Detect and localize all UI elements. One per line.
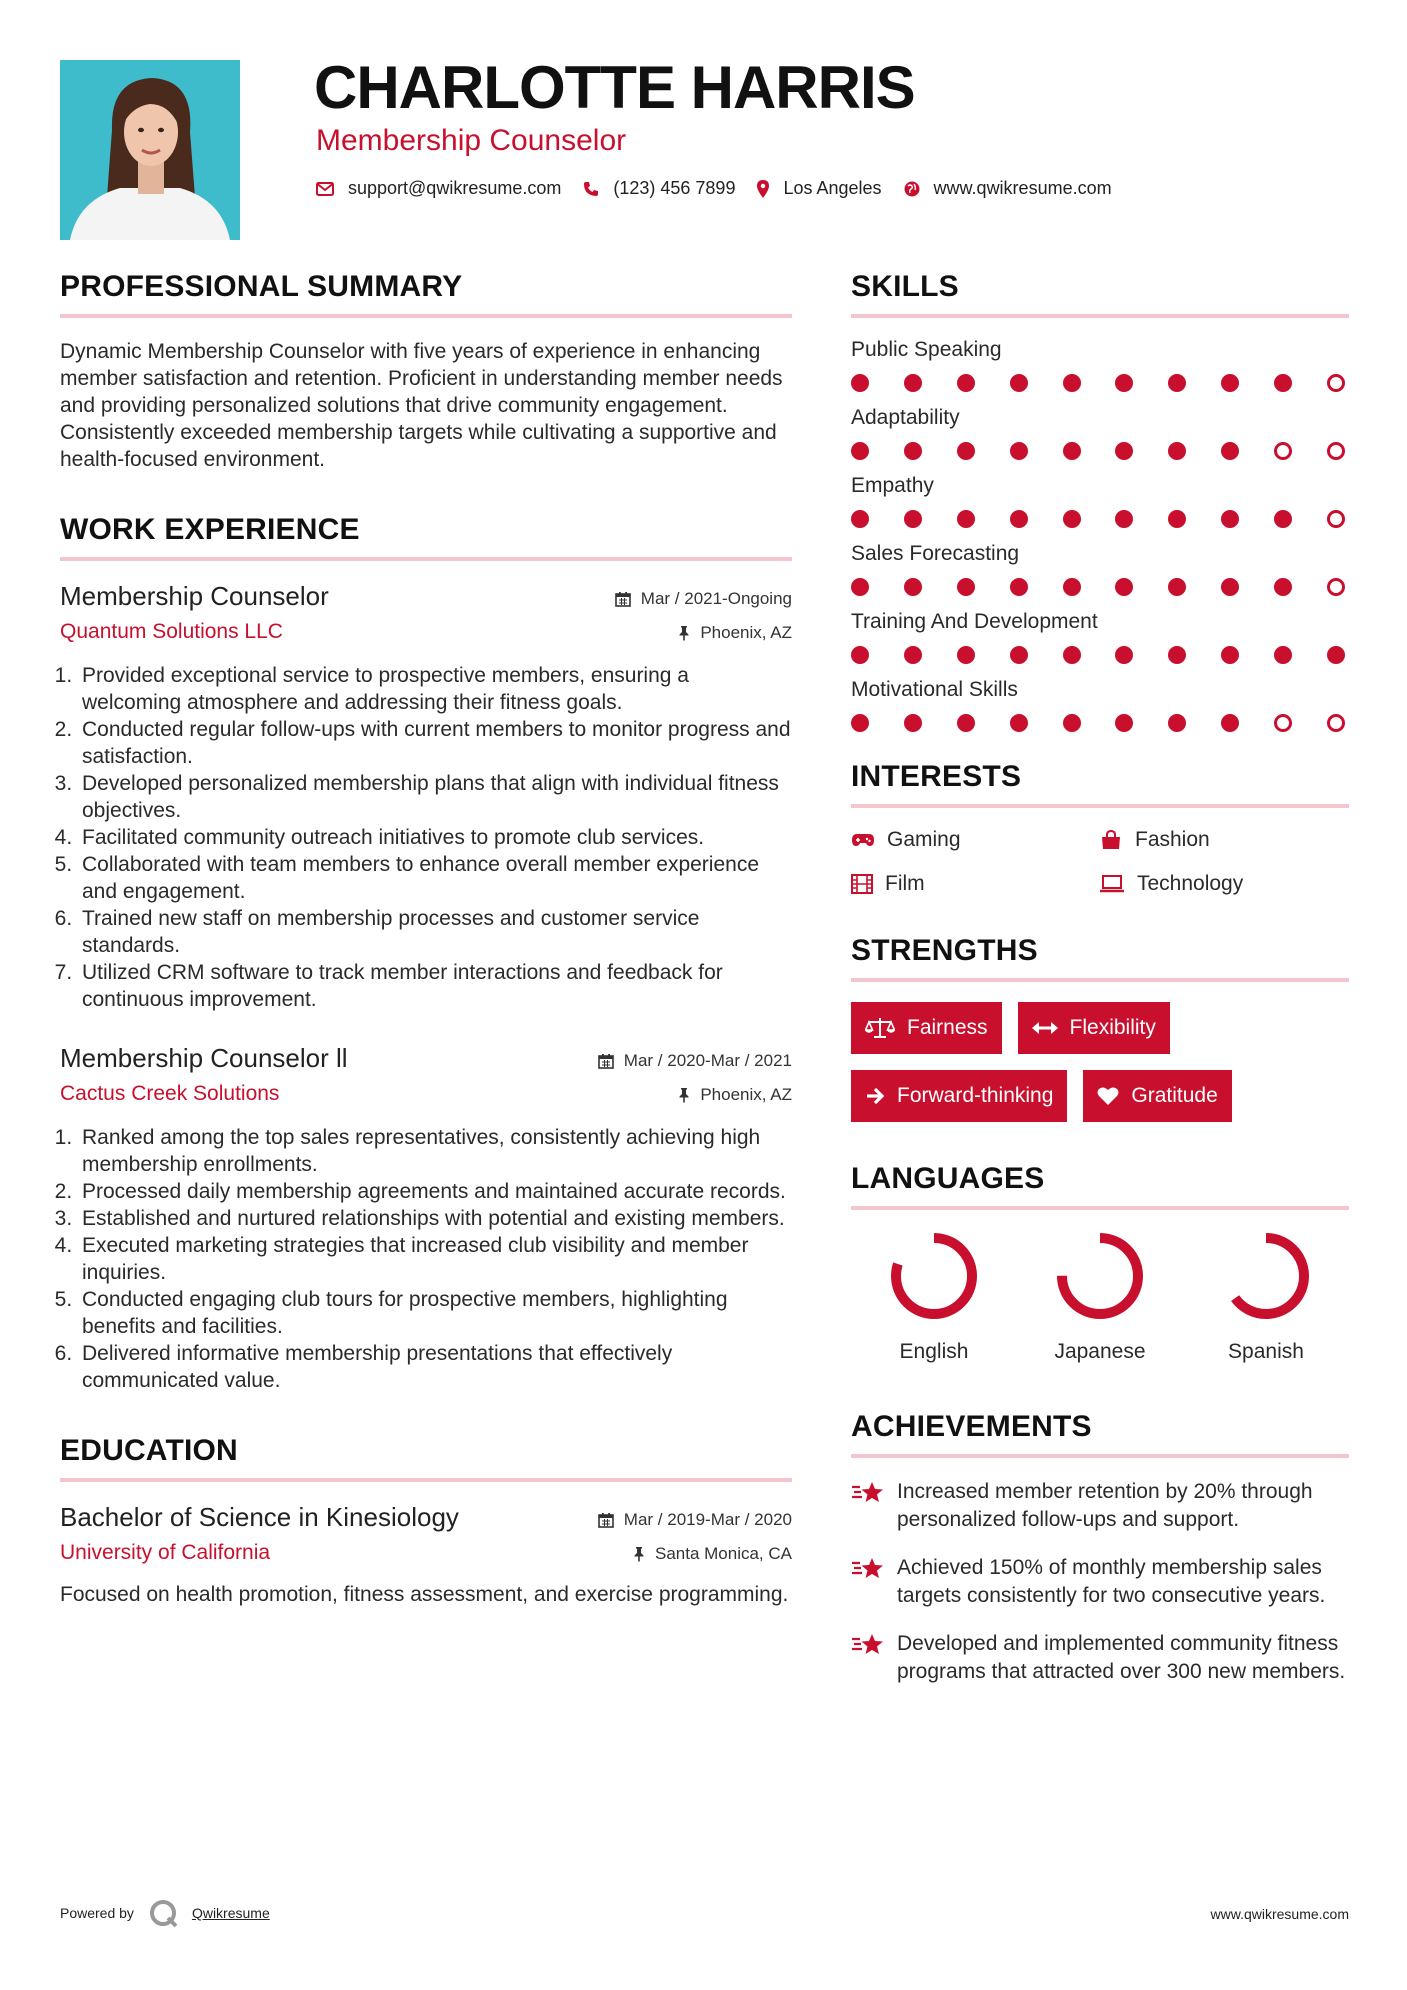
footer-powered-by bbox=[60, 1898, 270, 1928]
bullet-item: 6. Delivered informative membership presentations that effectively communicated value. bbox=[78, 1340, 792, 1394]
strength-label: Fairness bbox=[907, 1016, 988, 1039]
job-title: Membership Counselor bbox=[60, 581, 329, 611]
rating-dot-filled bbox=[957, 374, 975, 392]
rating-dot-empty bbox=[1327, 714, 1345, 732]
skills-heading: SKILLS bbox=[851, 270, 1349, 318]
bullet-item: 7. Utilized CRM software to track member interactions and feedback for continuous improvement. bbox=[78, 959, 792, 1013]
job-company: Cactus Creek Solutions bbox=[60, 1082, 280, 1105]
interests-list bbox=[851, 828, 1349, 896]
bullet-item: 3. Established and nurtured relationships with potential and existing members. bbox=[78, 1205, 792, 1232]
interest-label: Technology bbox=[1137, 872, 1244, 895]
proficiency-arc bbox=[1228, 1238, 1304, 1314]
summary-text: Dynamic Membership Counselor with five years of experience in enhancing member satisfaction and retention. Proficient in understanding member needs and providing personalized solutions that drive community engagement. Consistently exceeded membership targets while cultivating a supportive and health-focused environment. bbox=[60, 340, 783, 471]
job-bullets bbox=[60, 662, 792, 1013]
skill-rating bbox=[851, 374, 1345, 392]
job-entry bbox=[60, 581, 792, 1013]
rating-dot-filled bbox=[851, 646, 869, 664]
bullet-item: 6. Trained new staff on membership processes and customer service standards. bbox=[78, 905, 792, 959]
job-date-text: Mar / 2021-Ongoing bbox=[640, 589, 792, 608]
calendar-icon bbox=[598, 1512, 614, 1528]
skill-item bbox=[851, 474, 1349, 528]
pushpin-icon bbox=[678, 625, 690, 641]
shooting-star-icon bbox=[851, 1480, 885, 1506]
rating-dot-filled bbox=[1010, 646, 1028, 664]
skill-name: Motivational Skills bbox=[851, 678, 1018, 701]
language-proficiency-ring bbox=[1220, 1230, 1312, 1322]
rating-dot-filled bbox=[957, 510, 975, 528]
rating-dot-filled bbox=[1274, 646, 1292, 664]
rating-dot-filled bbox=[851, 510, 869, 528]
bullet-item: 3. Developed personalized membership plans that align with individual fitness objectives. bbox=[78, 770, 792, 824]
rating-dot-filled bbox=[1221, 510, 1239, 528]
strength-chip bbox=[851, 1002, 1002, 1054]
calendar-icon bbox=[598, 1053, 614, 1069]
rating-dot-filled bbox=[1063, 646, 1081, 664]
contact-phone[interactable] bbox=[583, 178, 735, 199]
rating-dot-filled bbox=[1327, 646, 1345, 664]
envelope-icon bbox=[316, 182, 334, 196]
skill-item bbox=[851, 338, 1349, 392]
qwikresume-link[interactable]: Qwikresume bbox=[191, 1905, 270, 1921]
strength-chip bbox=[1083, 1070, 1231, 1122]
education-entry bbox=[60, 1502, 792, 1608]
contact-location-text: Los Angeles bbox=[783, 178, 882, 198]
job-date bbox=[598, 1051, 792, 1071]
rating-dot-filled bbox=[1221, 714, 1239, 732]
language-item bbox=[851, 1230, 1017, 1364]
left-column bbox=[60, 270, 792, 1638]
rating-dot-filled bbox=[1274, 374, 1292, 392]
map-marker-icon bbox=[757, 180, 769, 198]
rating-dot-filled bbox=[1010, 374, 1028, 392]
strength-chip bbox=[1018, 1002, 1170, 1054]
pushpin-icon bbox=[633, 1546, 645, 1562]
profile-photo bbox=[60, 60, 240, 240]
interests-heading: INTERESTS bbox=[851, 760, 1349, 808]
achievement-text: Achieved 150% of monthly membership sales targets consistently for two consecutive years. bbox=[897, 1556, 1326, 1607]
school-name: University of California bbox=[60, 1541, 271, 1564]
language-name: English bbox=[899, 1340, 969, 1363]
contact-location bbox=[757, 178, 881, 199]
right-column bbox=[851, 270, 1349, 1706]
interest-item bbox=[1099, 828, 1349, 852]
rating-dot-filled bbox=[1010, 714, 1028, 732]
interest-label: Gaming bbox=[887, 828, 961, 851]
job-location-text: Phoenix, AZ bbox=[700, 623, 792, 642]
qwikresume-logo-icon bbox=[148, 1898, 182, 1928]
rating-dot-filled bbox=[1063, 714, 1081, 732]
achievement-item bbox=[851, 1554, 1349, 1610]
film-icon bbox=[851, 874, 873, 894]
skill-item bbox=[851, 542, 1349, 596]
rating-dot-filled bbox=[1115, 646, 1133, 664]
rating-dot-filled bbox=[851, 714, 869, 732]
skill-item bbox=[851, 610, 1349, 664]
education-location bbox=[633, 1544, 792, 1564]
shopping-bag-icon bbox=[1099, 830, 1123, 850]
strength-chip bbox=[851, 1070, 1067, 1122]
job-date-text: Mar / 2020-Mar / 2021 bbox=[623, 1051, 792, 1070]
language-item bbox=[1017, 1230, 1183, 1364]
balance-scale-icon bbox=[865, 1017, 895, 1039]
rating-dot-filled bbox=[957, 646, 975, 664]
contact-website[interactable] bbox=[904, 178, 1112, 199]
interest-item bbox=[851, 872, 1099, 896]
rating-dot-filled bbox=[1168, 646, 1186, 664]
rating-dot-filled bbox=[1274, 510, 1292, 528]
skill-rating bbox=[851, 578, 1345, 596]
rating-dot-filled bbox=[904, 510, 922, 528]
strength-label: Forward-thinking bbox=[897, 1084, 1054, 1107]
footer-website[interactable]: www.qwikresume.com bbox=[1210, 1906, 1349, 1922]
education-description: Focused on health promotion, fitness assessment, and exercise programming. bbox=[60, 1583, 789, 1606]
strength-label: Flexibility bbox=[1069, 1016, 1156, 1039]
heart-icon bbox=[1097, 1086, 1119, 1106]
rating-dot-filled bbox=[1063, 578, 1081, 596]
bullet-item: 4. Facilitated community outreach initiatives to promote club services. bbox=[78, 824, 792, 851]
education-date bbox=[598, 1510, 792, 1530]
phone-icon bbox=[583, 181, 599, 197]
rating-dot-filled bbox=[1221, 578, 1239, 596]
contact-website-text: www.qwikresume.com bbox=[933, 178, 1112, 198]
contact-email-text: support@qwikresume.com bbox=[348, 178, 562, 198]
bullet-item: 2. Processed daily membership agreements and maintained accurate records. bbox=[78, 1178, 792, 1205]
shooting-star-icon bbox=[851, 1556, 885, 1582]
rating-dot-empty bbox=[1327, 442, 1345, 460]
job-location bbox=[678, 1085, 792, 1105]
rating-dot-empty bbox=[1274, 714, 1292, 732]
language-name: Spanish bbox=[1228, 1340, 1304, 1363]
rating-dot-filled bbox=[1063, 442, 1081, 460]
bullet-item: 5. Collaborated with team members to enhance overall member experience and engagement. bbox=[78, 851, 792, 905]
language-name: Japanese bbox=[1054, 1340, 1146, 1363]
rating-dot-filled bbox=[1115, 714, 1133, 732]
rating-dot-filled bbox=[851, 374, 869, 392]
rating-dot-filled bbox=[1010, 578, 1028, 596]
rating-dot-filled bbox=[1168, 374, 1186, 392]
contact-phone-text: (123) 456 7899 bbox=[613, 178, 736, 198]
rating-dot-filled bbox=[851, 578, 869, 596]
laptop-icon bbox=[1099, 875, 1125, 893]
rating-dot-filled bbox=[1115, 374, 1133, 392]
skill-rating bbox=[851, 646, 1345, 664]
rating-dot-filled bbox=[904, 374, 922, 392]
rating-dot-filled bbox=[957, 714, 975, 732]
rating-dot-filled bbox=[1168, 510, 1186, 528]
shooting-star-icon bbox=[851, 1632, 885, 1658]
powered-by-label: Powered by bbox=[60, 1905, 134, 1921]
achievements-heading: ACHIEVEMENTS bbox=[851, 1410, 1349, 1458]
achievement-item bbox=[851, 1478, 1349, 1534]
rating-dot-filled bbox=[1115, 578, 1133, 596]
rating-dot-filled bbox=[904, 578, 922, 596]
skill-item bbox=[851, 406, 1349, 460]
skill-name: Training And Development bbox=[851, 610, 1098, 633]
education-location-text: Santa Monica, CA bbox=[654, 1544, 792, 1563]
skill-item bbox=[851, 678, 1349, 732]
languages-list bbox=[851, 1230, 1349, 1364]
rating-dot-empty bbox=[1327, 578, 1345, 596]
rating-dot-filled bbox=[851, 442, 869, 460]
skill-rating bbox=[851, 714, 1345, 732]
languages-heading: LANGUAGES bbox=[851, 1162, 1349, 1210]
rating-dot-empty bbox=[1327, 510, 1345, 528]
education-heading: EDUCATION bbox=[60, 1434, 792, 1482]
rating-dot-filled bbox=[904, 442, 922, 460]
rating-dot-filled bbox=[1168, 714, 1186, 732]
achievement-text: Increased member retention by 20% through personalized follow-ups and support. bbox=[897, 1480, 1313, 1531]
language-proficiency-ring bbox=[1054, 1230, 1146, 1322]
interest-label: Film bbox=[885, 872, 925, 895]
rating-dot-filled bbox=[1115, 442, 1133, 460]
strength-label: Gratitude bbox=[1131, 1084, 1218, 1107]
summary-heading: PROFESSIONAL SUMMARY bbox=[60, 270, 792, 318]
job-bullets bbox=[60, 1124, 792, 1394]
bullet-item: 2. Conducted regular follow-ups with current members to monitor progress and satisfaction. bbox=[78, 716, 792, 770]
bullet-item: 4. Executed marketing strategies that increased club visibility and member inquiries. bbox=[78, 1232, 792, 1286]
arrow-right-icon bbox=[865, 1086, 885, 1106]
rating-dot-filled bbox=[1063, 374, 1081, 392]
skill-name: Adaptability bbox=[851, 406, 960, 429]
job-location bbox=[678, 623, 792, 643]
rating-dot-filled bbox=[904, 714, 922, 732]
rating-dot-filled bbox=[1063, 510, 1081, 528]
rating-dot-filled bbox=[1010, 510, 1028, 528]
achievement-text: Developed and implemented community fitness programs that attracted over 300 new members. bbox=[897, 1632, 1346, 1683]
contact-bar bbox=[316, 178, 1134, 199]
strengths-list bbox=[851, 1002, 1349, 1122]
rating-dot-filled bbox=[1010, 442, 1028, 460]
rating-dot-filled bbox=[904, 646, 922, 664]
job-entry bbox=[60, 1043, 792, 1394]
skill-name: Public Speaking bbox=[851, 338, 1002, 361]
job-location-text: Phoenix, AZ bbox=[700, 1085, 792, 1104]
rating-dot-filled bbox=[1168, 442, 1186, 460]
arrows-horizontal-icon bbox=[1032, 1021, 1058, 1035]
rating-dot-filled bbox=[1115, 510, 1133, 528]
rating-dot-filled bbox=[957, 442, 975, 460]
rating-dot-filled bbox=[1168, 578, 1186, 596]
rating-dot-filled bbox=[957, 578, 975, 596]
gamepad-icon bbox=[851, 832, 875, 848]
skill-name: Empathy bbox=[851, 474, 934, 497]
calendar-icon bbox=[615, 591, 631, 607]
rating-dot-filled bbox=[1221, 442, 1239, 460]
job-title: Membership Counselor ll bbox=[60, 1043, 348, 1073]
contact-email[interactable] bbox=[316, 178, 561, 199]
globe-icon bbox=[904, 181, 920, 197]
strengths-heading: STRENGTHS bbox=[851, 934, 1349, 982]
pushpin-icon bbox=[678, 1087, 690, 1103]
skill-name: Sales Forecasting bbox=[851, 542, 1020, 565]
interest-item bbox=[851, 828, 1099, 852]
education-date-text: Mar / 2019-Mar / 2020 bbox=[623, 1510, 792, 1529]
proficiency-arc bbox=[1062, 1238, 1138, 1314]
bullet-item: 1. Ranked among the top sales representatives, consistently achieving high membership enrollments. bbox=[78, 1124, 792, 1178]
rating-dot-filled bbox=[1221, 646, 1239, 664]
bullet-item: 1. Provided exceptional service to prospective members, ensuring a welcoming atmosphere and addressing their fitness goals. bbox=[78, 662, 792, 716]
achievement-item bbox=[851, 1630, 1349, 1686]
proficiency-arc bbox=[896, 1238, 972, 1314]
degree-title: Bachelor of Science in Kinesiology bbox=[60, 1502, 459, 1532]
experience-heading: WORK EXPERIENCE bbox=[60, 513, 792, 561]
interest-item bbox=[1099, 872, 1349, 896]
candidate-role: Membership Counselor bbox=[316, 124, 627, 157]
interest-label: Fashion bbox=[1135, 828, 1210, 851]
rating-dot-empty bbox=[1274, 442, 1292, 460]
skill-rating bbox=[851, 442, 1345, 460]
skill-rating bbox=[851, 510, 1345, 528]
job-date bbox=[615, 589, 792, 609]
candidate-name: CHARLOTTE HARRIS bbox=[314, 54, 915, 121]
rating-dot-filled bbox=[1274, 578, 1292, 596]
job-company: Quantum Solutions LLC bbox=[60, 620, 283, 643]
language-item bbox=[1183, 1230, 1349, 1364]
rating-dot-empty bbox=[1327, 374, 1345, 392]
bullet-item: 5. Conducted engaging club tours for prospective members, highlighting benefits and facilities. bbox=[78, 1286, 792, 1340]
achievements-list bbox=[851, 1478, 1349, 1686]
rating-dot-filled bbox=[1221, 374, 1239, 392]
skills-list bbox=[851, 338, 1349, 732]
language-proficiency-ring bbox=[888, 1230, 980, 1322]
